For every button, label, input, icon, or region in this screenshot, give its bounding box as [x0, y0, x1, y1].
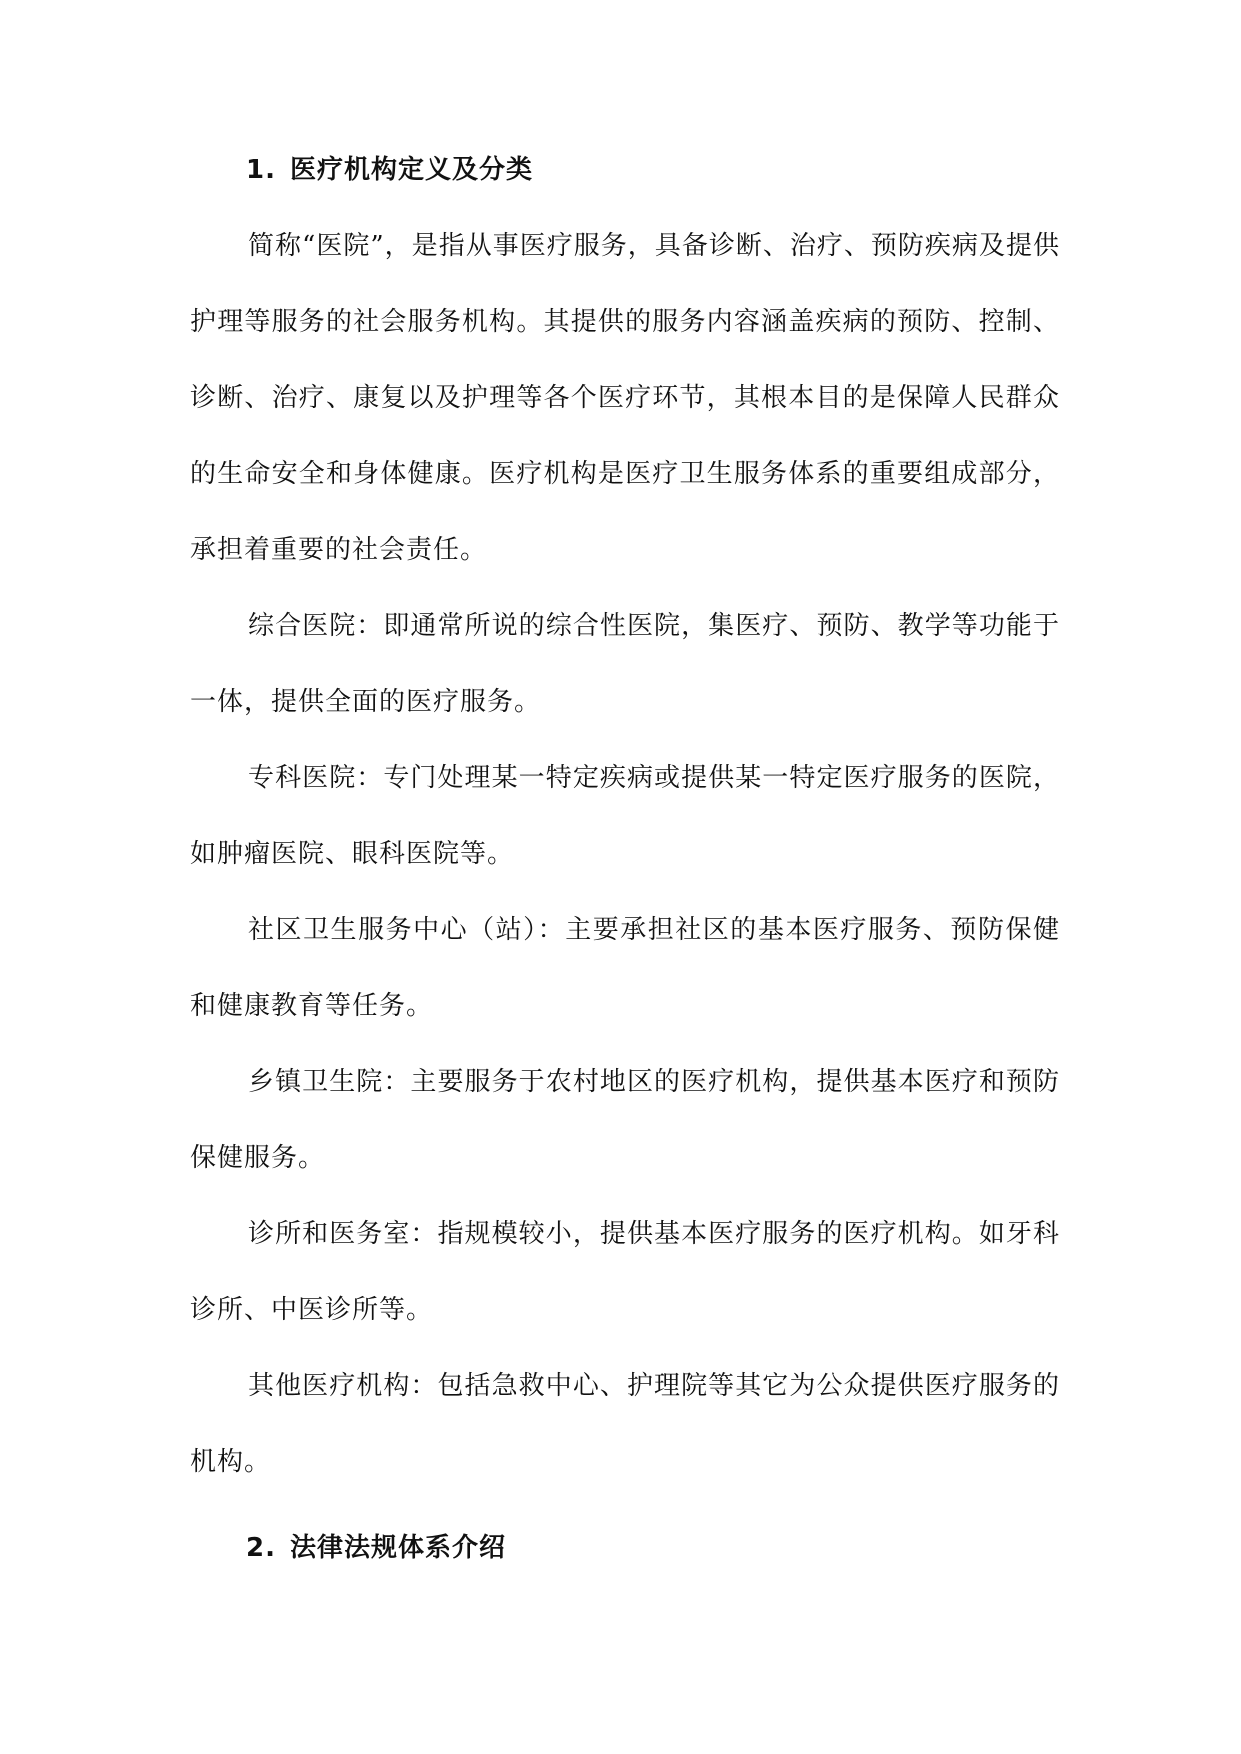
section-title: 法律法规体系介绍 — [289, 1533, 506, 1563]
paragraph-specialty-hospital: 专科医院：专门处理某一特定疾病或提供某一特定医疗服务的医院，如肿瘤医院、眼科医院等。 — [190, 763, 1060, 869]
paragraph-definition: 简称“医院”，是指从事医疗服务，具备诊断、治疗、预防疾病及提供护理等服务的社会服务机构。其提供的服务内容涵盖疾病的预防、控制、诊断、治疗、康复以及护理等各个医疗环节，其根本目的是保障人民群众的生命安全和身体健康。医疗机构是医疗卫生服务体系的重要组成部分，承担着重要的社会责任。 — [190, 231, 1060, 565]
section-heading-1 — [190, 140, 1060, 200]
paragraph-clinics: 诊所和医务室：指规模较小，提供基本医疗服务的医疗机构。如牙科诊所、中医诊所等。 — [190, 1219, 1060, 1325]
paragraph-general-hospital: 综合医院：即通常所说的综合性医院，集医疗、预防、教学等功能于一体，提供全面的医疗服务。 — [190, 611, 1060, 717]
paragraph-other-institutions: 其他医疗机构：包括急救中心、护理院等其它为公众提供医疗服务的机构。 — [190, 1371, 1060, 1477]
document-content — [190, 140, 1060, 1578]
section-title: 医疗机构定义及分类 — [289, 155, 533, 185]
section-heading-2 — [190, 1518, 1060, 1578]
section-number: 2. — [246, 1533, 276, 1563]
section-number: 1. — [246, 155, 276, 185]
paragraph-community-health-center: 社区卫生服务中心（站）：主要承担社区的基本医疗服务、预防保健和健康教育等任务。 — [190, 915, 1060, 1021]
paragraph-township-hospital: 乡镇卫生院：主要服务于农村地区的医疗机构，提供基本医疗和预防保健服务。 — [190, 1067, 1060, 1173]
